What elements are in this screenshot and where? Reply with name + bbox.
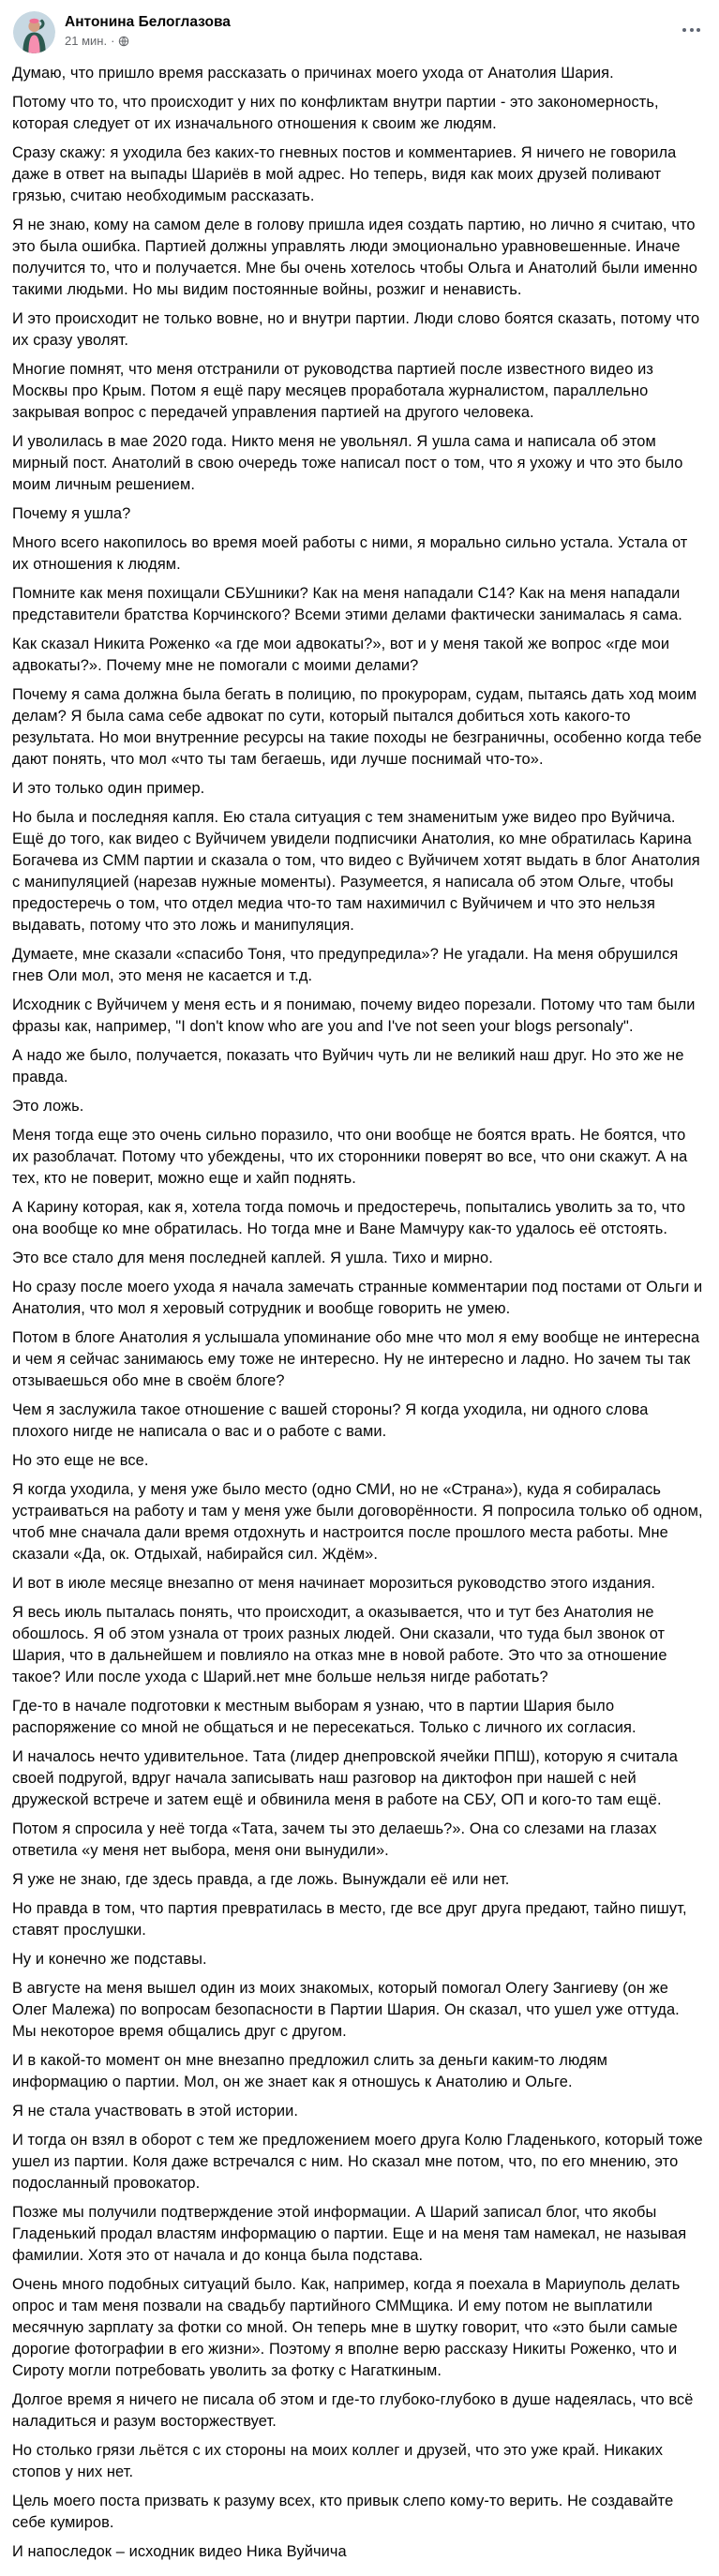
post-paragraph: Я не стала участвовать в этой истории. [12, 2103, 299, 2119]
post-paragraph: Многие помнят, что меня отстранили от руководства партией после известного видео из Москвы про Крым. Потом я ещё пару месяцев проработала журналистом, параллельно закрывая вопрос с передачей управления партией на другого человека. [12, 361, 658, 421]
three-dots-icon [680, 20, 701, 37]
post-paragraph: Но это еще не все. [12, 1452, 149, 1469]
post-paragraph: Ну и конечно же подставы. [12, 1951, 207, 1968]
post-paragraph: Как сказал Никита Роженко «а где мои адвокаты?», вот и у меня такой же вопрос «где мои адвокаты?». Почему мне не помогали с моими делами? [12, 636, 674, 674]
post-meta [65, 34, 231, 49]
post-paragraph: Где-то в начале подготовки к местным выборам я узнаю, что в партии Шария было распоряжение со мной не общаться и не пересекаться. Только с личного их согласия. [12, 1698, 637, 1736]
post-paragraph: Но столько грязи льётся с их стороны на моих коллег и друзей, что это уже край. Никаких стопов у них нет. [12, 2442, 667, 2480]
post-paragraph: Исходник с Вуйчичем у меня есть и я понимаю, почему видео порезали. Потому что там были фразы как, например, "I don't know who are you and I've not seen your blogs personaly". [12, 996, 700, 1035]
post-paragraph: И в какой-то момент он мне внезапно предложил слить за деньги каким-то людям информацию о партии. Мол, он же знает как я отношусь к Анатолию и Ольге. [12, 2052, 612, 2090]
post-paragraph: И тогда он взял в оборот с тем же предложением моего друга Колю Гладенького, который тоже ушел из партии. Коля даже встречался с ним. Но сказал мне потом, что, по его мнению, это подосланный провокатор. [12, 2132, 708, 2192]
post-paragraph: И это только один пример. [12, 780, 205, 797]
post-paragraph: Я весь июль пыталась понять, что происходит, а оказывается, что и тут без Анатолия не обошлось. Я об этом узнала от троих разных людей. Они сказали, что туда был звонок от Шария, что в дальнейшем и повлияло на отказ мне в новой работе. Это что за отношение такое? Или после ухода с Шарий.нет мне больше нельзя нигде работать? [12, 1604, 672, 1685]
post-paragraph: Помните как меня похищали СБУшники? Как на меня нападали С14? Как на меня нападали представители братства Корчинского? Всеми этими делами фактически занималась я сама. [12, 585, 685, 623]
post-paragraph: Очень много подобных ситуаций было. Как, например, когда я поехала в Мариуполь делать опрос и там меня позвали на свадьбу партийного СММщика. И ему потом не выплатили месячную зарплату за фотки со мной. Он теперь мне в шутку говорит, что «это были самые дорогие фотографии в его жизни». Поэтому я вполне верю рассказу Никиты Роженко, что и Сироту могли потребовать уволить за фотку с Нагаткиным. [12, 2276, 685, 2379]
post-paragraph: Я уже не знаю, где здесь правда, а где ложь. Вынуждали её или нет. [12, 1871, 510, 1888]
globe-icon [118, 36, 129, 47]
post-paragraph: А Карину которая, как я, хотела тогда помочь и предостеречь, попытались уволить за то, что она вообще ко мне обратилась. Но тогда мне и Ване Мамчуру как-то удалось её отстоять. [12, 1199, 690, 1237]
post-paragraph: Думаю, что пришло время рассказать о причинах моего ухода от Анатолия Шария. [12, 65, 614, 82]
post-paragraph: Меня тогда еще это очень сильно поразило, что они вообще не боятся врать. Не боятся, что их разоблачат. Потому что убеждены, что их сторонники поверят во все, что они скажут. А на тех, кто не поверит, можно еще и хайп поднять. [12, 1127, 693, 1187]
post-paragraph: Думаете, мне сказали «спасибо Тоня, что предупредила»? Не угадали. На меня обрушился гнев Оли мол, это меня не касается и т.д. [12, 946, 683, 984]
post-paragraph: Это ложь. [12, 1098, 84, 1115]
meta-separator: · [111, 34, 115, 48]
post-header-text [65, 11, 231, 49]
post-paragraph: Много всего накопилось во время моей работы с ними, я морально сильно устала. Устала от их отношения к людям. [12, 534, 693, 573]
post-timestamp[interactable]: 21 мин. [65, 34, 108, 48]
post-paragraph: Потом в блоге Анатолия я услышала упоминание обо мне что мол я ему вообще не интересна и чем я сейчас занимаюсь ему тоже не интересно. Ну не интересно и ладно. Но зачем ты так отзываешься обо мне в своём блоге? [12, 1329, 704, 1389]
author-name[interactable]: Антонина Белоглазова [65, 14, 231, 30]
post-paragraph: Почему я ушла? [12, 505, 131, 522]
post-body [0, 55, 719, 2576]
post-paragraph: Сразу скажу: я уходила без каких-то гневных постов и комментариев. Я ничего не говорила даже в ответ на выпады Шариёв в мой адрес. Но теперь, видя как моих друзей поливают грязью, считаю необходимым рассказать. [12, 144, 682, 204]
post-paragraph: Но была и последняя капля. Ею стала ситуация с тем знаменитым уже видео про Вуйчича. Ещё до того, как видео с Вуйчичем увидели подписчики Анатолия, ко мне обратилась Карина Богачева из СММ партии и сказала о том, что видео с Вуйчичем хотят выдать в блог Анатолия с манипуляцией (нарезав нужные моменты). Разумеется, я написала об этом Ольге, чтобы предостеречь о том, что отдел медиа что-то там нахимичил с Вуйчичем и что это нельзя выдавать, потому что это ложь и манипуляция. [12, 809, 705, 934]
post-paragraph: В августе на меня вышел один из моих знакомых, который помогал Олегу Зангиеву (он же Олег Малежа) по вопросам безопасности в Партии Шария. Он сказал, что ушел уже оттуда. Мы некоторое время общались друг с другом. [12, 1980, 684, 2040]
post-paragraph: Позже мы получили подтверждение этой информации. А Шарий записал блог, что якобы Гладенький продал властям информацию о партии. Еще и на меня там намекал, не называя фамилии. Хотя это от начала и до конца была подстава. [12, 2204, 691, 2264]
post-paragraph: А надо же было, получается, показать что Вуйчич чуть ли не великий наш друг. Но это же не правда. [12, 1047, 689, 1086]
post-paragraph: Это все стало для меня последней каплей. Я ушла. Тихо и мирно. [12, 1250, 493, 1266]
post-paragraph: И это происходит не только вовне, но и внутри партии. Люди слово боятся сказать, потому что их сразу уволят. [12, 310, 704, 349]
post-paragraph: И напоследок – исходник видео Ника Вуйчича [12, 2543, 347, 2560]
post-paragraph: Потом я спросила у неё тогда «Тата, зачем ты это делаешь?». Она со слезами на глазах ответила «у меня нет выбора, меня они вынудили». [12, 1820, 662, 1859]
post-paragraph: Потому что то, что происходит у них по конфликтам внутри партии - это закономерность, которая следует от их изначального отношения к своим же людям. [12, 94, 664, 132]
post-paragraph: Долгое время я ничего не писала об этом и где-то глубоко-глубоко в душе надеялась, что всё наладиться и разум восторжествует. [12, 2391, 698, 2430]
post-paragraph: Но сразу после моего ухода я начала замечать странные комментарии под постами от Ольги и Анатолия, что мол я херовый сотрудник и вообще говорить не умею. [12, 1279, 707, 1317]
avatar-image [13, 11, 55, 53]
post-paragraph: И началось нечто удивительное. Тата (лидер днепровской ячейки ППШ), которую я считала своей подругой, вдруг начала записывать наш разговор на диктофон при нашей с ней дружеской встрече и затем ещё и обвинила меня в работе на СБУ, ОП и кого-то там ещё. [12, 1748, 682, 1808]
post-paragraph: Цель моего поста призвать к разуму всех, кто привык слепо кому-то верить. Не создавайте себе кумиров. [12, 2493, 678, 2531]
post-paragraph: Но правда в том, что партия превратилась в место, где все друг друга предают, тайно пишут, ставят прослушки. [12, 1900, 692, 1939]
post-paragraph: И уволилась в мае 2020 года. Никто меня не увольнял. Я ушла сама и написала об этом мирный пост. Анатолий в свою очередь тоже написал пост о том, что я ухожу и что это было моим личным решением. [12, 433, 688, 493]
post-paragraph: Почему я сама должна была бегать в полицию, по прокурорам, судам, пытаясь дать ход моим делам? Я была сама себе адвокат по сути, который пытался добиться хоть какого-то результата. Но мои внутренние ресурсы на такие походы не безграничны, особенно когда тебе дают понять, что мол «что ты там бегаешь, иди лучше поснимай что-то». [12, 686, 707, 768]
post-paragraph: Я не знаю, кому на самом деле в голову пришла идея создать партию, но лично я считаю, что это была ошибка. Партией должны управлять люди эмоционально уравновешенные. Иначе получится то, что и получается. Мне бы очень хотелось чтобы Ольга и Анатолий были именно такими людьми. Но мы видим постоянные войны, розжиг и ненависть. [12, 217, 702, 298]
avatar[interactable] [13, 11, 55, 53]
post-paragraph: И вот в июле месяце внезапно от меня начинает морозиться руководство этого издания. [12, 1575, 656, 1592]
post-paragraph: Чем я заслужила такое отношение с вашей стороны? Я когда уходила, ни одного слова плохого нигде не написала о вас и о работе с вами. [12, 1401, 653, 1440]
more-options-button[interactable] [670, 19, 700, 37]
post-paragraph: Я когда уходила, у меня уже было место (одно СМИ, но не «Страна»), куда я собиралась устраиваться на работу и там у меня уже были договорённости. Я попросила только об одном, чтоб мне сначала дали время отдохнуть и настроится после прошлого места работы. Мне сказали «Да, ок. Отдыхай, набирайся сил. Ждём». [12, 1481, 708, 1563]
post-header [0, 0, 719, 55]
